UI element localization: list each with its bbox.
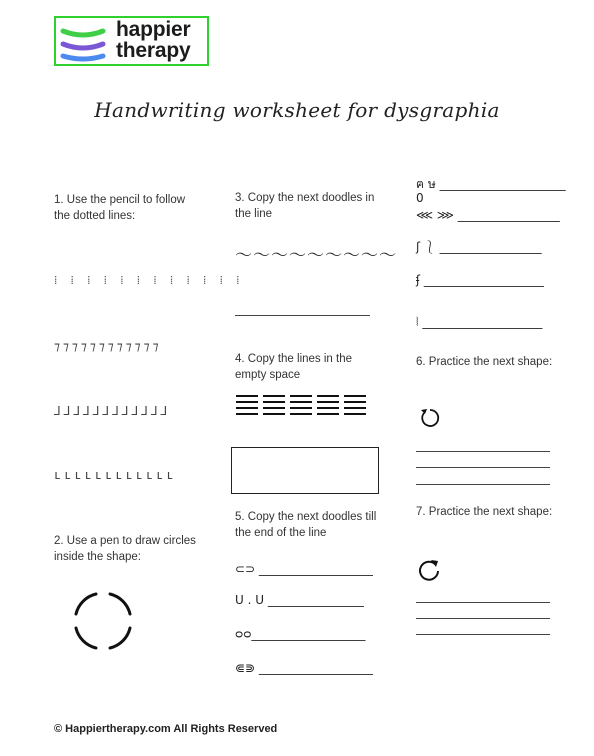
- answer-line: [416, 484, 550, 485]
- dotted-row-2: ⁊⁊⁊⁊⁊⁊⁊⁊⁊⁊⁊⁊: [54, 339, 162, 353]
- doodle-row-2: U . U ________________: [235, 593, 364, 607]
- stacked-lines-icon: [236, 394, 366, 418]
- task3-text: 3. Copy the next doodles in the line: [235, 192, 375, 220]
- clockwise-arrow-icon: [417, 557, 441, 581]
- task6-text: 6. Practice the next shape:: [416, 356, 553, 368]
- dotted-row-1: ⁞ ⁞ ⁞ ⁞ ⁞ ⁞ ⁞ ⁞ ⁞ ⁞ ⁞ ⁞: [54, 273, 243, 287]
- logo-stripes-icon: [60, 24, 106, 62]
- shape-row-2: 0: [416, 191, 424, 205]
- task7-text: 7. Practice the next shape:: [416, 506, 553, 518]
- footer-copyright: © Happiertherapy.com All Rights Reserved: [54, 723, 278, 735]
- shape-row-4: ʃ ⎱ _________________: [416, 240, 542, 254]
- answer-line: [416, 451, 550, 452]
- doodle-row-4: ⋐⋑ ___________________: [235, 661, 373, 675]
- doodle-row-1: ⊂⊃ ___________________: [235, 562, 373, 576]
- shape-row-3: ⋘ ⋙ _________________: [416, 208, 560, 222]
- circle-frame-icon: [72, 590, 134, 652]
- answer-line: [416, 602, 550, 603]
- task1-text: 1. Use the pencil to follow the dotted lines:: [54, 194, 186, 222]
- dotted-row-4: ʟʟʟʟʟʟʟʟʟʟʟʟ: [54, 468, 177, 482]
- wave-doodle: 〜〜〜〜〜〜〜〜〜: [235, 246, 397, 266]
- shape-row-1: ฅ ษ _____________________: [416, 177, 566, 191]
- logo: [54, 16, 209, 66]
- shape-row-5: ʄ ____________________: [416, 273, 544, 287]
- logo-line2: therapy: [116, 39, 191, 62]
- empty-practice-box[interactable]: [231, 447, 379, 494]
- shape-row-6: ⦚ ____________________: [416, 315, 543, 329]
- doodle-row-3: ᴑᴑ___________________: [235, 627, 366, 641]
- answer-line: [235, 315, 370, 316]
- logo-text: [116, 19, 190, 61]
- task2-text: 2. Use a pen to draw circles inside the shape:: [54, 535, 196, 563]
- counterclockwise-arrow-icon: [419, 407, 441, 429]
- page-title: Handwriting worksheet for dysgraphia: [94, 98, 500, 122]
- logo-line1: happier: [116, 18, 191, 41]
- answer-line: [416, 634, 550, 635]
- task5-text: 5. Copy the next doodles till the end of the line: [235, 511, 377, 539]
- task4-text: 4. Copy the lines in the empty space: [235, 353, 352, 381]
- dotted-row-3: ⅃⅃⅃⅃⅃⅃⅃⅃⅃⅃⅃⅃: [54, 404, 171, 418]
- answer-line: [416, 467, 550, 468]
- answer-line: [416, 618, 550, 619]
